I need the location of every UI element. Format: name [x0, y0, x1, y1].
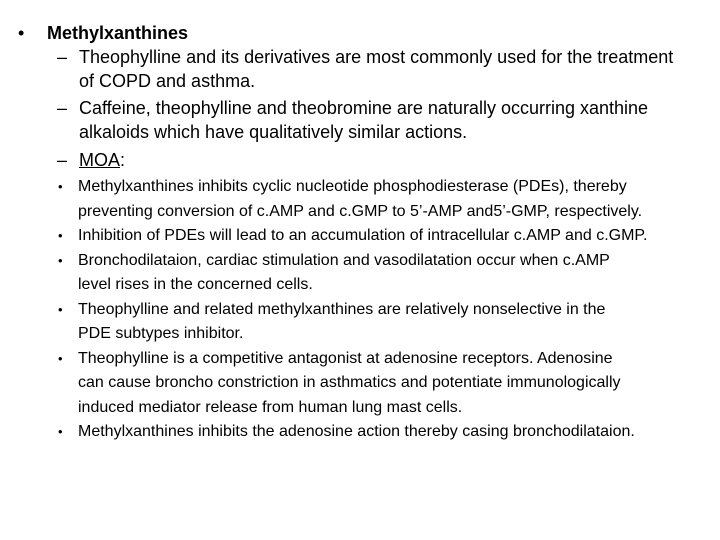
- dash-bullet: –: [57, 47, 68, 67]
- item-line: of COPD and asthma.: [79, 71, 256, 91]
- bullet: •: [58, 252, 63, 268]
- item-line: can cause broncho constriction in asthmatics and potentiate immunologically: [78, 374, 621, 391]
- item-line: Theophylline and its derivatives are most commonly used for the treatment: [79, 47, 674, 67]
- bullet: •: [58, 179, 63, 194]
- item-line: Methylxanthines inhibits cyclic nucleotide phosphodiesterase (PDEs), thereby: [78, 178, 627, 195]
- item-line: level rises in the concerned cells.: [78, 276, 313, 293]
- bullet: •: [58, 228, 63, 243]
- item-line: Theophylline and related methylxanthines are relatively nonselective in the: [78, 300, 606, 318]
- bullet: •: [58, 350, 63, 366]
- item-line: Caffeine, theophylline and theobromine are naturally occurring xanthine: [79, 98, 649, 118]
- section-title: Methylxanthines: [47, 23, 189, 43]
- dash-bullet: –: [57, 150, 68, 170]
- item-line: preventing conversion of c.AMP and c.GMP to 5’-AMP and5’-GMP, respectively.: [78, 202, 643, 220]
- dash-bullet: –: [57, 98, 68, 118]
- moa-heading: [79, 148, 125, 172]
- item-line: Theophylline is a competitive antagonist at adenosine receptors. Adenosine: [78, 349, 613, 367]
- item-line: Bronchodilataion, cardiac stimulation and vasodilatation occur when c.AMP: [78, 251, 610, 269]
- moa-label: MOA: [79, 150, 121, 170]
- moa-colon: :: [120, 150, 126, 170]
- bullet: •: [58, 424, 63, 439]
- item-line: alkaloids which have qualitatively similar actions.: [79, 122, 468, 142]
- item-line: Methylxanthines inhibits the adenosine action thereby casing bronchodilataion.: [78, 423, 635, 440]
- item-line: Inhibition of PDEs will lead to an accumulation of intracellular c.AMP and c.GMP.: [78, 227, 648, 244]
- item-line: PDE subtypes inhibitor.: [78, 325, 244, 342]
- bullet: •: [18, 23, 25, 43]
- bullet: •: [58, 301, 63, 317]
- item-line: induced mediator release from human lung mast cells.: [78, 398, 463, 416]
